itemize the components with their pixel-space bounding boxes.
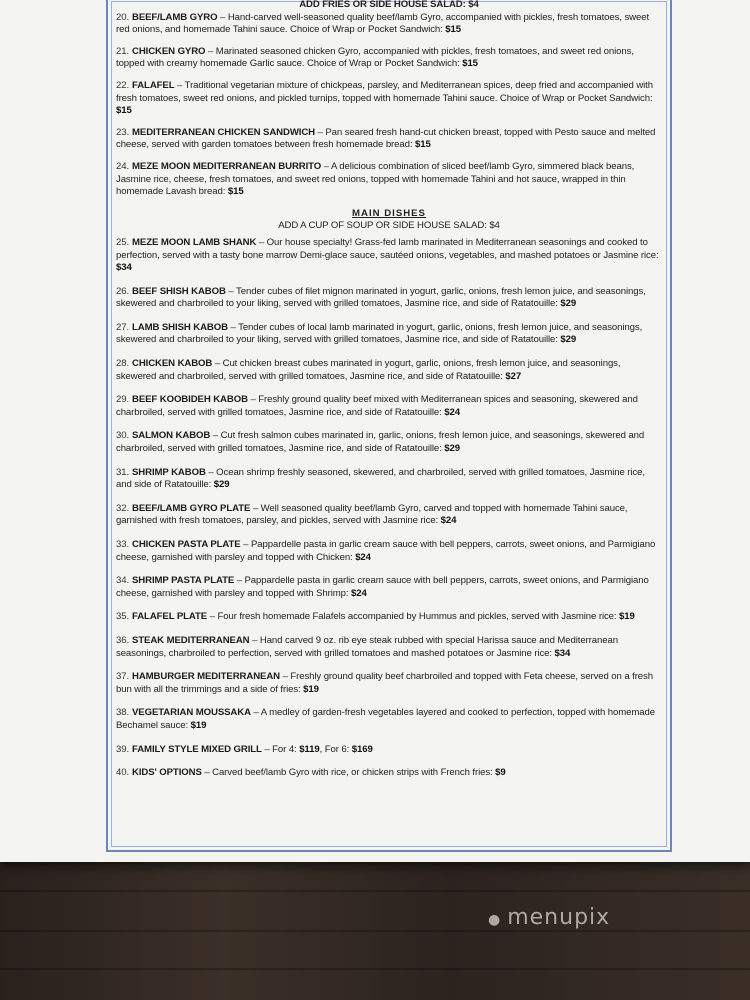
item-description: – Our house specialty! Grass-fed lamb marinated in Mediterranean seasonings and cooked to perfection, served with a tasty bone marrow Demi-glace sauce, sautéed onions, vegetables, and mashed potatoes or Jasmine rice: bbox=[116, 236, 659, 261]
item-description: – Freshly ground quality beef mixed with Mediterranean spices and seasoning, skewered and charbroiled, served with grilled tomatoes, Jasmine rice, and side of Ratatouille: bbox=[116, 394, 638, 418]
item-name: SHRIMP KABOB bbox=[132, 466, 206, 478]
item-description: – Freshly ground quality beef charbroiled and topped with Feta cheese, served on a fresh bun with all the trimmings and a side of fries: bbox=[116, 671, 653, 695]
item-description: – Marinated seasoned chicken Gyro, accompanied with pickles, fresh tomatoes, and sweet red onions, topped with creamy homemade Garlic sauce. Choice of Wrap or Pocket Sandwich: bbox=[116, 45, 634, 70]
item-number: 23. bbox=[116, 126, 130, 138]
menu-item bbox=[116, 80, 662, 118]
item-name: BEEF/LAMB GYRO PLATE bbox=[132, 502, 251, 514]
menu-item bbox=[116, 127, 662, 152]
menu-item bbox=[116, 744, 662, 757]
watermark-dot-icon: ● bbox=[488, 912, 502, 928]
item-description: – A medley of garden-fresh vegetables layered and cooked to perfection, topped with homemade Bechamel sauce: bbox=[116, 707, 655, 731]
menu-item bbox=[116, 707, 662, 732]
item-name: MEZE MOON LAMB SHANK bbox=[132, 236, 257, 248]
item-name: BEEF/LAMB GYRO bbox=[132, 11, 218, 23]
item-price: $24 bbox=[440, 515, 457, 527]
item-price: $29 bbox=[560, 298, 577, 310]
menu-content bbox=[116, 0, 662, 791]
item-name: CHICKEN GYRO bbox=[132, 45, 206, 57]
item-description: – Hand-carved well-seasoned quality beef/lamb Gyro, accompanied with pickles, fresh tomatoes, sweet red onions, and homemade Tahini sauce. Choice of Wrap or Pocket Sandwich: bbox=[116, 11, 650, 36]
item-name: MEDITERRANEAN CHICKEN SANDWICH bbox=[132, 126, 316, 138]
item-price: $15 bbox=[414, 139, 431, 151]
item-description: – Pan seared fresh hand-cut chicken breast, topped with Pesto sauce and melted cheese, served with garden tomatoes between fresh homemade bread: bbox=[116, 126, 656, 151]
menu-item bbox=[116, 322, 662, 347]
item-price: $29 bbox=[444, 443, 460, 455]
item-number: 39. bbox=[116, 743, 130, 755]
item-price: $19 bbox=[190, 719, 207, 731]
item-description: – Traditional vegetarian mixture of chickpeas, parsley, and Mediterranean spices, deep fried and accompanied with fresh tomatoes, sweet red onions, and pickled turnips, topped with homemade Tahini sauce. Choice of Wrap or Pocket Sandwich: bbox=[116, 79, 653, 104]
item-description: – Tender cubes of filet mignon marinated in yogurt, garlic, onions, fresh lemon juice, and seasonings, skewered and charbroiled to your liking, served with grilled tomatoes, Jasmine rice, and side of Ratatouille: bbox=[116, 285, 646, 310]
item-description: – Pappardelle pasta in garlic cream sauce with bell peppers, carrots, sweet onions, and Parmigiano cheese, garnished with parsley and topped with Shrimp: bbox=[116, 575, 649, 599]
menu-item bbox=[116, 46, 662, 71]
menu-item bbox=[116, 539, 662, 564]
item-name: HAMBURGER MEDITERRANEAN bbox=[132, 671, 281, 683]
item-description: – Carved beef/lamb Gyro with rice, or chicken strips with French fries: bbox=[201, 767, 496, 779]
menu-item bbox=[116, 467, 662, 492]
item-name: SALMON KABOB bbox=[132, 430, 211, 442]
item-price: $119 bbox=[299, 743, 320, 755]
menu-item bbox=[116, 430, 662, 455]
item-price: $24 bbox=[444, 406, 460, 418]
item-description: – Pappardelle pasta in garlic cream sauce with bell peppers, carrots, sweet onions, and Parmigiano cheese, garnished with parsley and topped with Chicken: bbox=[116, 539, 656, 563]
menu-item bbox=[116, 671, 662, 696]
item-description: – Four fresh homemade Falafels accompanied by Hummus and pickles, served with Jasmine rice: bbox=[207, 611, 620, 623]
item-price: $15 bbox=[445, 24, 462, 36]
item-name: MEZE MOON MEDITERRANEAN BURRITO bbox=[132, 160, 322, 172]
item-price: $19 bbox=[619, 611, 635, 623]
item-name: BEEF KOOBIDEH KABOB bbox=[132, 394, 248, 406]
menu-item bbox=[116, 503, 662, 528]
item-name: FALAFEL bbox=[132, 79, 175, 91]
item-name: STEAK MEDITERRANEAN bbox=[132, 634, 250, 646]
item-number: 40. bbox=[116, 767, 130, 779]
item-number: 38. bbox=[116, 707, 130, 719]
item-number: 20. bbox=[116, 11, 130, 23]
item-price: $19 bbox=[303, 683, 319, 695]
menu-item bbox=[116, 635, 662, 660]
sandwich-items-list bbox=[116, 12, 662, 199]
item-number: 21. bbox=[116, 45, 130, 57]
item-number: 33. bbox=[116, 539, 130, 550]
item-description: – A delicious combination of sliced beef/lamb Gyro, simmered black beans, Jasmine rice, cheese, fresh tomatoes, and sweet red onions, topped with homemade Tahini and hot sauce, wrapped in thin homemade Lavash bread: bbox=[116, 160, 635, 198]
section-title-main-dishes: MAIN DISHES bbox=[352, 207, 426, 219]
item-name: CHICKEN PASTA PLATE bbox=[132, 539, 241, 550]
item-number: 25. bbox=[116, 236, 130, 248]
main-dishes-list bbox=[116, 237, 662, 780]
item-name: BEEF SHISH KABOB bbox=[132, 285, 226, 297]
item-price: $34 bbox=[554, 647, 571, 659]
item-number: 32. bbox=[116, 502, 130, 514]
item-description: – Cut chicken breast cubes marinated in yogurt, garlic, onions, fresh lemon juice, and seasonings, skewered and charbroiled, served with grilled tomatoes, Jasmine rice, and side of Ratatouille: bbox=[116, 358, 621, 382]
item-name: SHRIMP PASTA PLATE bbox=[132, 575, 235, 587]
item-price: $15 bbox=[116, 105, 132, 117]
menu-item bbox=[116, 12, 662, 37]
item-price: $15 bbox=[462, 58, 478, 70]
item-description-2: , For 6: bbox=[319, 743, 352, 755]
item-price: $24 bbox=[355, 551, 371, 563]
item-name: VEGETARIAN MOUSSAKA bbox=[132, 707, 251, 719]
item-price-2: $169 bbox=[351, 743, 373, 755]
item-number: 36. bbox=[116, 634, 130, 646]
main-dishes-add-on-note: ADD A CUP OF SOUP OR SIDE HOUSE SALAD: $4 bbox=[278, 220, 500, 232]
item-description: – Hand carved 9 oz. rib eye steak rubbed with special Harissa sauce and Mediterranean seasonings, charbroiled to perfection, served with grilled tomatoes and mashed potatoes or Jasmine rice: bbox=[116, 634, 618, 659]
item-name: FALAFEL PLATE bbox=[132, 611, 208, 623]
item-name: KIDS' OPTIONS bbox=[132, 767, 202, 779]
menu-item bbox=[116, 161, 662, 199]
item-description: – Cut fresh salmon cubes marinated in, garlic, onions, fresh lemon juice, and seasonings, skewered and charbroiled, served with grilled tomatoes, Jasmine rice, and side of Ratatouille: bbox=[116, 430, 645, 455]
item-price: $9 bbox=[495, 767, 506, 779]
item-price: $29 bbox=[560, 334, 577, 346]
menu-item bbox=[116, 575, 662, 600]
item-description: – For 4: bbox=[261, 743, 300, 755]
item-number: 29. bbox=[116, 394, 130, 406]
item-name: CHICKEN KABOB bbox=[132, 358, 213, 370]
item-number: 22. bbox=[116, 79, 130, 91]
item-price: $34 bbox=[116, 262, 132, 274]
item-number: 34. bbox=[116, 575, 130, 587]
item-name: FAMILY STYLE MIXED GRILL bbox=[132, 743, 262, 755]
menu-item bbox=[116, 611, 662, 624]
menupix-watermark bbox=[488, 905, 610, 930]
item-description: – Ocean shrimp freshly seasoned, skewered, and charbroiled, served with grilled tomatoes, Jasmine rice, and side of Ratatouille: bbox=[116, 466, 645, 491]
menu-item bbox=[116, 767, 662, 780]
item-number: 31. bbox=[116, 466, 130, 478]
item-number: 26. bbox=[116, 285, 130, 297]
item-number: 27. bbox=[116, 321, 130, 333]
item-price: $24 bbox=[351, 587, 367, 599]
item-number: 24. bbox=[116, 160, 130, 172]
item-number: 37. bbox=[116, 671, 130, 683]
item-price: $27 bbox=[505, 370, 522, 382]
item-name: LAMB SHISH KABOB bbox=[132, 321, 228, 333]
item-price: $15 bbox=[227, 186, 244, 198]
item-description: – Tender cubes of local lamb marinated in yogurt, garlic, onions, fresh lemon juice, and seasonings, skewered and charbroiled to your liking, served with grilled tomatoes, Jasmine rice, and side of Ratatouille: bbox=[116, 321, 643, 346]
menu-item bbox=[116, 394, 662, 419]
item-number: 28. bbox=[116, 358, 130, 370]
item-description: – Well seasoned quality beef/lamb Gyro, carved and topped with homemade Tahini sauce, garnished with fresh tomatoes, parsley, and pickles, served with Jasmine rice: bbox=[116, 502, 628, 527]
menu-item bbox=[116, 358, 662, 383]
menu-item bbox=[116, 237, 662, 275]
item-price: $29 bbox=[213, 479, 230, 491]
menu-item bbox=[116, 286, 662, 311]
item-number: 35. bbox=[116, 611, 130, 623]
watermark-text: menupix bbox=[507, 905, 611, 930]
side-add-on-note: ADD FRIES OR SIDE HOUSE SALAD: $4 bbox=[299, 0, 479, 10]
item-number: 30. bbox=[116, 430, 130, 442]
